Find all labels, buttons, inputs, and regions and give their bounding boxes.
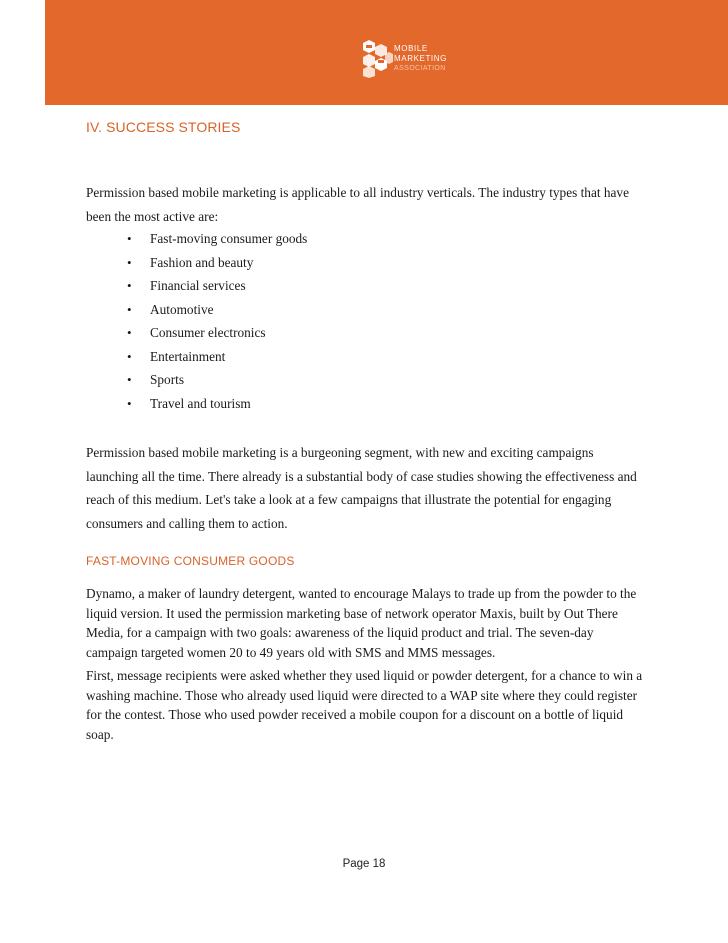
intro-paragraph: Permission based mobile marketing is applicable to all industry verticals. The industry types that have been the most active are: bbox=[86, 185, 629, 224]
logo-line-marketing: MARKETING bbox=[394, 54, 447, 63]
logo-wordmark bbox=[394, 44, 447, 74]
mma-logo-icon bbox=[363, 40, 393, 78]
mma-logo bbox=[363, 40, 463, 80]
logo-line-mobile: MOBILE bbox=[394, 44, 428, 53]
logo-line-association: ASSOCIATION bbox=[394, 65, 446, 72]
list-item: • Financial services bbox=[86, 274, 307, 298]
closing-paragraph: Permission based mobile marketing is a burgeoning segment, with new and exciting campaigns launching all the time. There already is a substantial body of case studies showing the effectiveness and reach of this medium. Let's take a look at a few campaigns that illustrate the potential for engaging consumers and calling them to action. bbox=[86, 445, 637, 531]
list-item: • Sports bbox=[86, 368, 307, 392]
section-title: IV. SUCCESS STORIES bbox=[86, 119, 241, 135]
list-item: • Automotive bbox=[86, 298, 307, 322]
list-item: • Consumer electronics bbox=[86, 321, 307, 345]
case-paragraph-2: First, message recipients were asked whether they used liquid or powder detergent, for a chance to win a washing machine. Those who already used liquid were directed to a WAP site where they could register for the contest. Those who used powder received a mobile coupon for a discount on a bottle of liquid soap. bbox=[86, 668, 643, 742]
case-paragraph-1: Dynamo, a maker of laundry detergent, wanted to encourage Malays to trade up from the powder to the liquid version. It used the permission marketing base of network operator Maxis, built by Out There Media, for a campaign with two goals: awareness of the liquid product and trial. The seven-day campaign targeted women 20 to 49 years old with SMS and MMS messages. bbox=[86, 586, 637, 660]
industry-list bbox=[86, 227, 307, 415]
list-item: • Fashion and beauty bbox=[86, 251, 307, 275]
header-band bbox=[45, 0, 728, 105]
subsection-title: FAST-MOVING CONSUMER GOODS bbox=[86, 554, 295, 568]
list-item: • Fast-moving consumer goods bbox=[86, 227, 307, 251]
page-number: Page 18 bbox=[342, 858, 386, 870]
list-item: • Travel and tourism bbox=[86, 392, 307, 416]
list-item: • Entertainment bbox=[86, 345, 307, 369]
